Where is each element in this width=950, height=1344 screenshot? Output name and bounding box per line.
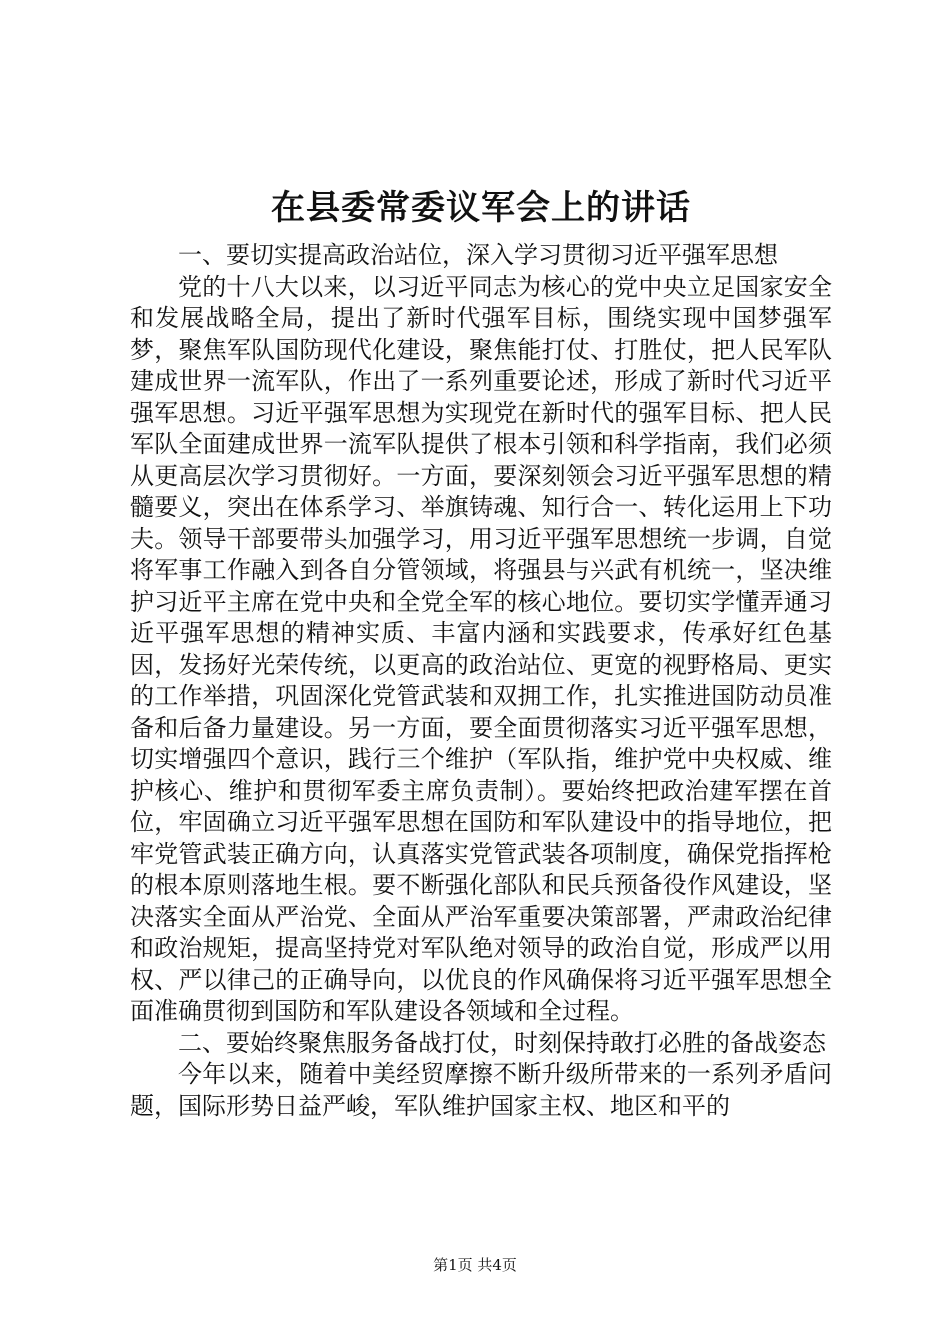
document-page <box>130 180 832 1122</box>
body-paragraph-2: 今年以来，随着中美经贸摩擦不断升级所带来的一系列矛盾问题，国际形势日益严峻，军队维护国家主权、地区和平的 <box>130 1060 832 1120</box>
section-heading-1: 一、要切实提高政治站位，深入学习贯彻习近平强军思想 <box>178 241 778 269</box>
body-paragraph-1: 党的十八大以来，以习近平同志为核心的党中央立足国家安全和发展战略全局，提出了新时代强军目标，围绕实现中国梦强军梦，聚焦军队国防现代化建设，聚焦能打仗、打胜仗，把人民军队建成世界一流军队，作出了一系列重要论述，形成了新时代习近平强军思想。习近平强军思想为实现党在新时代的强军目标、把人民军队全面建成世界一流军队提供了根本引领和科学指南，我们必须从更高层次学习贯彻好。一方面，要深刻领会习近平强军思想的精髓要义，突出在体系学习、举旗铸魂、知行合一、转化运用上下功夫。领导干部要带头加强学习，用习近平强军思想统一步调，自觉将军事工作融入到各自分管领域，将强县与兴武有机统一，坚决维护习近平主席在党中央和全党全军的核心地位。要切实学懂弄通习近平强军思想的精神实质、丰富内涵和实践要求，传承好红色基因，发扬好光荣传统，以更高的政治站位、更宽的视野格局、更实的工作举措，巩固深化党管武装和双拥工作，扎实推进国防动员准备和后备力量建设。另一方面，要全面贯彻落实习近平强军思想，切实增强四个意识，践行三个维护（军队指，维护党中央权威、维护核心、维护和贯彻军委主席负责制）。要始终把政治建军摆在首位，牢固确立习近平强军思想在国防和军队建设中的指导地位，把牢党管武装正确方向，认真落实党管武装各项制度，确保党指挥枪的根本原则落地生根。要不断强化部队和民兵预备役作风建设，坚决落实全面从严治党、全面从严治军重要决策部署，严肃政治纪律和政治规矩，提高坚持党对军队绝对领导的政治自觉，形成严以用权、严以律己的正确导向，以优良的作风确保将习近平强军思想全面准确贯彻到国防和军队建设各领域和全过程。 <box>130 272 832 1025</box>
section-heading-2: 二、要始终聚焦服务备战打仗，时刻保持敢打必胜的备战姿态 <box>178 1028 826 1057</box>
document-title: 在县委常委议军会上的讲话 <box>271 188 691 228</box>
page-footer: 第1页 共4页 <box>433 1256 517 1274</box>
